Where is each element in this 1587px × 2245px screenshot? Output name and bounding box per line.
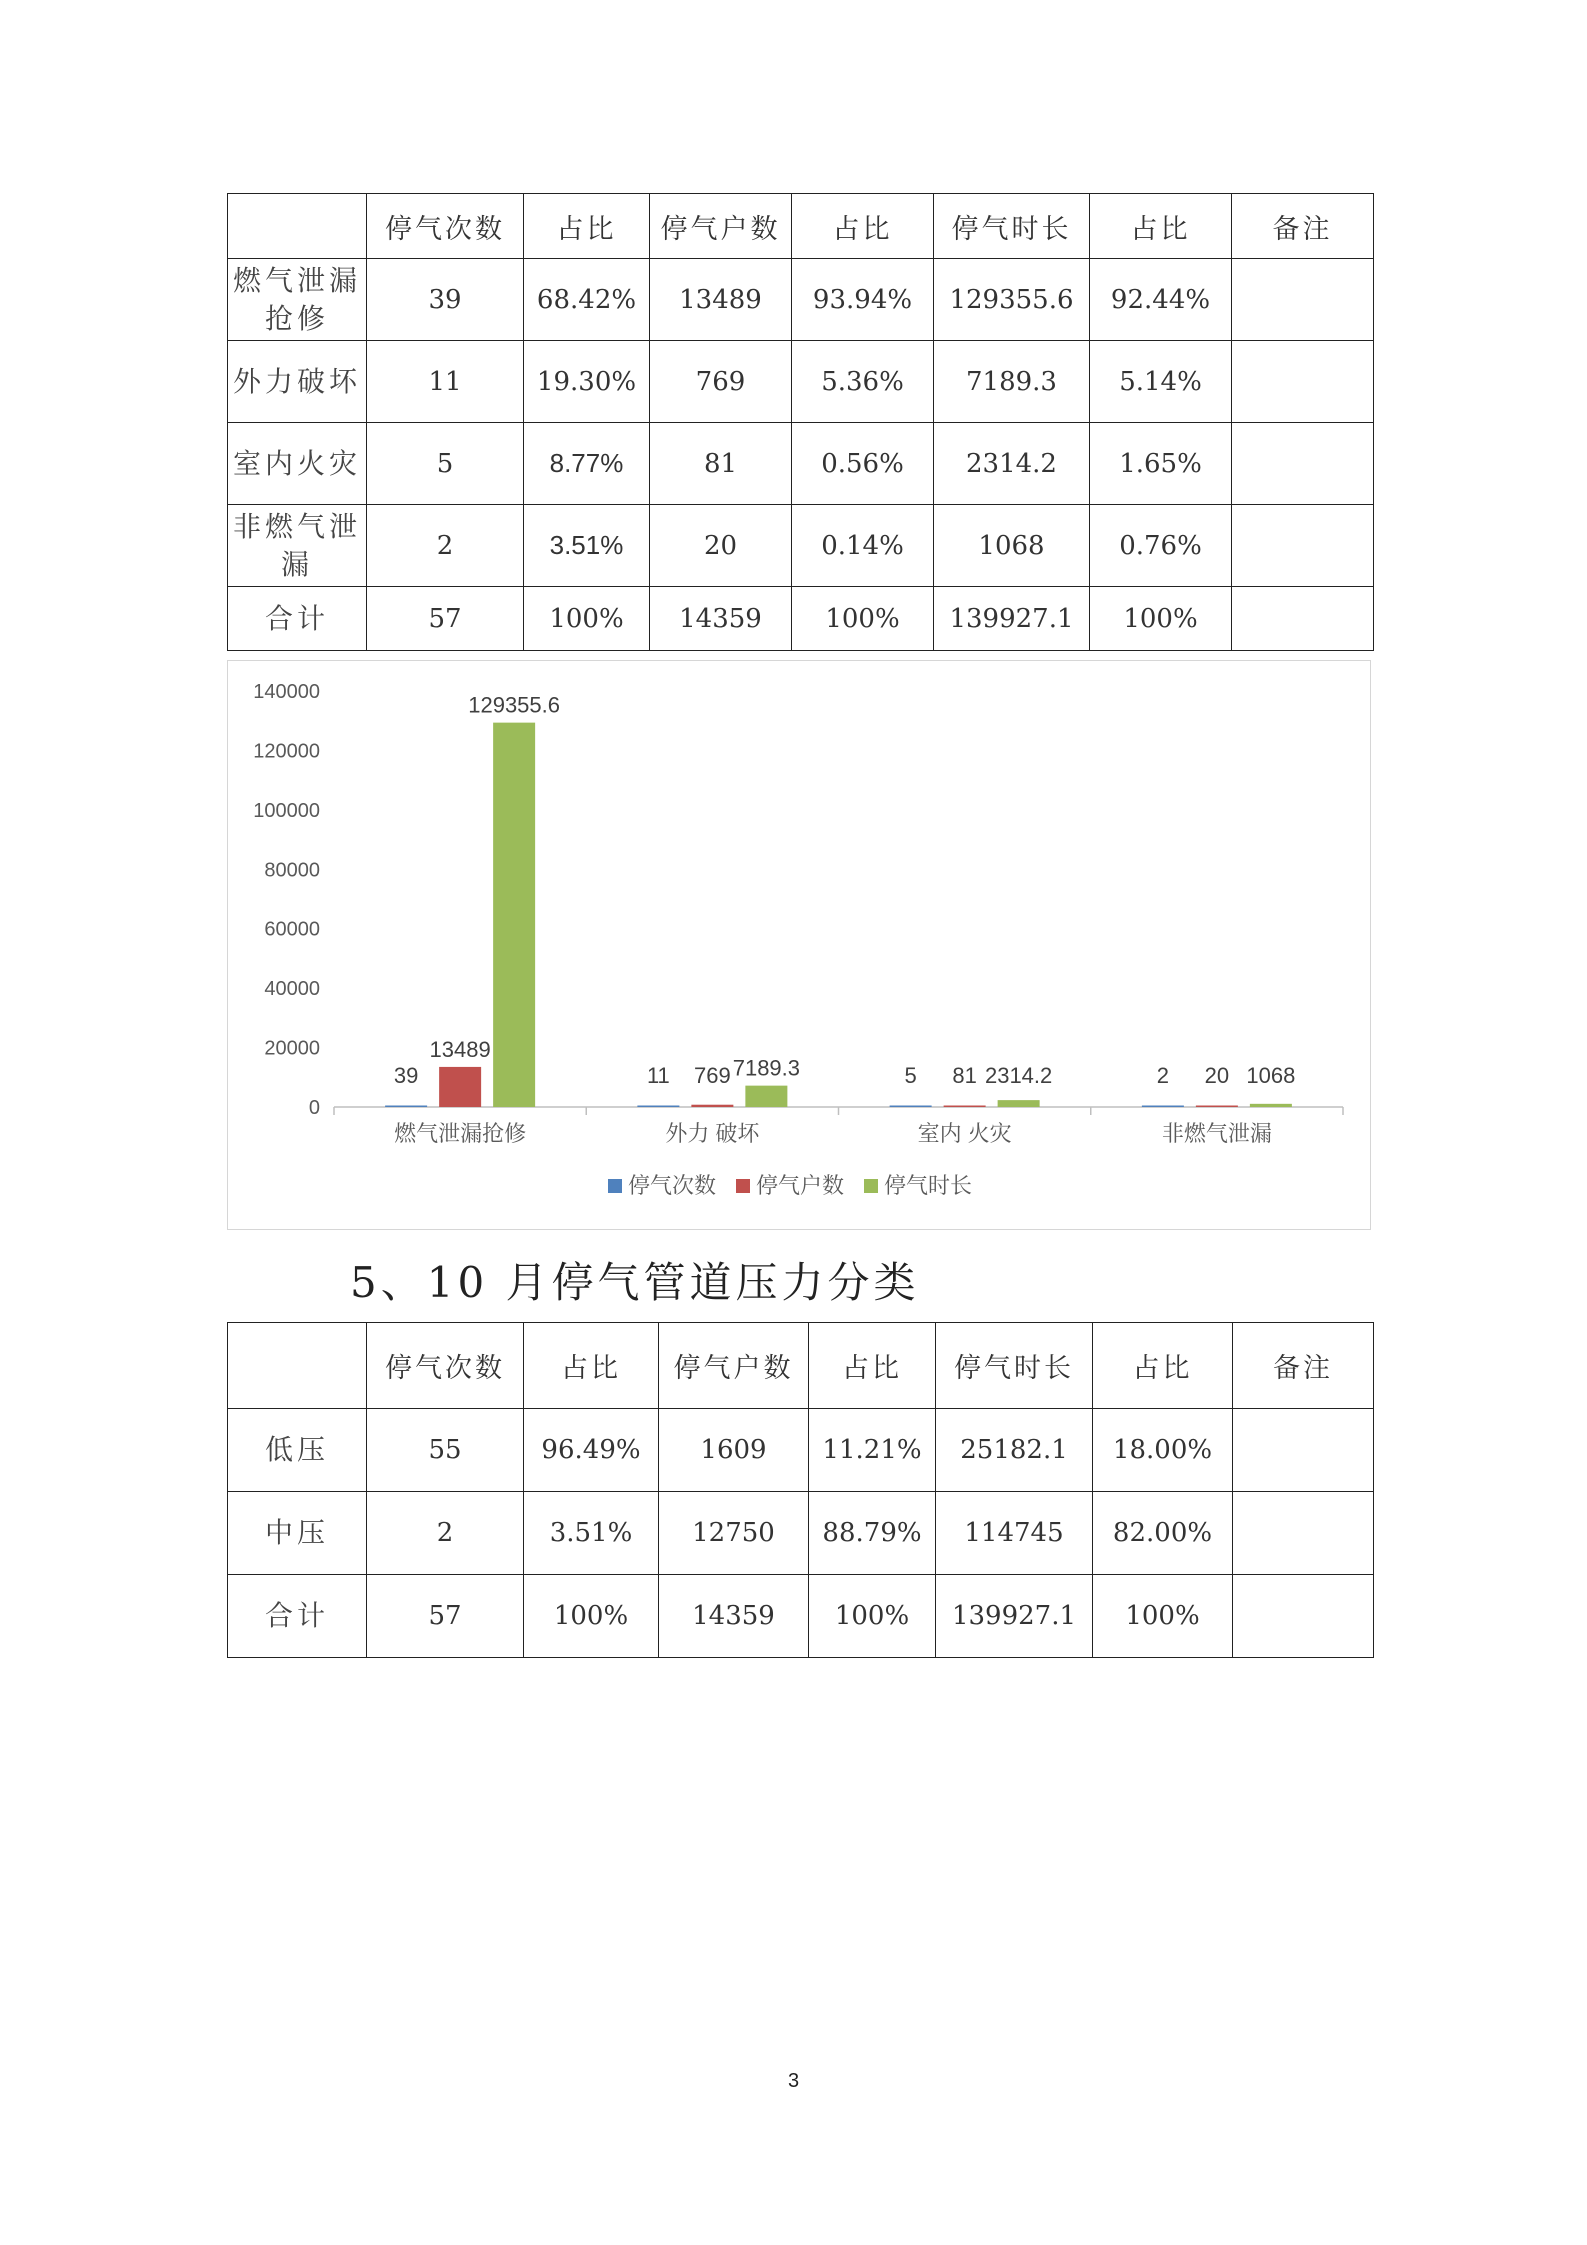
table-total-row — [228, 1575, 1374, 1658]
legend-label: 停气时长 — [884, 1173, 973, 1198]
table-row — [228, 259, 1374, 341]
count-cell: 39 — [367, 259, 524, 341]
page-number: 3 — [787, 2070, 800, 2092]
note-cell — [1232, 259, 1374, 341]
header-cell: 停气时长 — [936, 1323, 1093, 1409]
row-label: 中压 — [228, 1492, 367, 1575]
households-pct-cell: 5.36% — [792, 341, 934, 423]
duration-cell: 1068 — [934, 505, 1090, 587]
header-cell: 占比 — [792, 194, 934, 259]
data-label: 769 — [694, 1063, 731, 1088]
data-label: 7189.3 — [732, 1055, 801, 1081]
pressure-class-table — [227, 1322, 1374, 1658]
households-cell: 13489 — [650, 259, 792, 341]
x-tick-label: 室内 火灾 — [917, 1121, 1012, 1146]
y-tick-label: 140000 — [253, 681, 320, 703]
data-label: 81 — [952, 1063, 977, 1088]
households-cell: 20 — [650, 505, 792, 587]
outage-bar-chart — [227, 660, 1371, 1230]
count-cell: 11 — [367, 341, 524, 423]
households-pct-cell: 93.94% — [792, 259, 934, 341]
households-pct-cell: 0.14% — [792, 505, 934, 587]
header-cell: 停气次数 — [367, 194, 524, 259]
count-pct-cell: 3.51% — [524, 505, 650, 587]
header-cell: 停气户数 — [650, 194, 792, 259]
note-cell — [1232, 587, 1374, 651]
row-label: 合计 — [228, 587, 367, 651]
table-row — [228, 423, 1374, 505]
row-label: 外力破坏 — [228, 341, 367, 423]
row-label: 合计 — [228, 1575, 367, 1658]
note-cell — [1232, 505, 1374, 587]
data-label: 2 — [1156, 1063, 1169, 1088]
bar-1 — [890, 1106, 932, 1108]
data-label: 1068 — [1246, 1063, 1296, 1088]
bar-2 — [944, 1106, 986, 1108]
bar-3 — [493, 723, 535, 1107]
bar-3 — [1250, 1104, 1292, 1107]
y-tick-label: 40000 — [264, 978, 320, 1001]
data-label: 11 — [646, 1063, 670, 1088]
count-cell: 55 — [367, 1409, 524, 1492]
data-label: 20 — [1204, 1063, 1230, 1088]
row-label: 室内火灾 — [228, 423, 367, 505]
bar-3 — [745, 1086, 787, 1107]
table-row — [228, 505, 1374, 587]
header-cell: 停气户数 — [659, 1323, 809, 1409]
data-label: 2314.2 — [984, 1063, 1053, 1088]
y-tick-label: 120000 — [253, 740, 320, 763]
y-tick-label: 0 — [308, 1097, 320, 1119]
row-label: 燃气泄漏抢修 — [228, 259, 367, 341]
bar-2 — [1196, 1106, 1238, 1108]
header-cell: 占比 — [1090, 194, 1232, 259]
households-cell: 14359 — [650, 587, 792, 651]
households-cell: 1609 — [659, 1409, 809, 1492]
x-tick-label: 外力 破坏 — [665, 1121, 760, 1146]
table-row — [228, 1409, 1374, 1492]
duration-pct-cell: 92.44% — [1090, 259, 1232, 341]
duration-pct-cell: 5.14% — [1090, 341, 1232, 423]
note-cell — [1232, 341, 1374, 423]
count-pct-cell: 3.51% — [524, 1492, 659, 1575]
header-cell: 占比 — [524, 1323, 659, 1409]
households-pct-cell: 11.21% — [809, 1409, 936, 1492]
bar-1 — [1142, 1106, 1184, 1108]
outage-cause-table — [227, 193, 1374, 651]
duration-cell: 139927.1 — [936, 1575, 1093, 1658]
header-cell: 备注 — [1233, 1323, 1374, 1409]
duration-cell: 114745 — [936, 1492, 1093, 1575]
note-cell — [1233, 1409, 1374, 1492]
count-cell: 2 — [367, 505, 524, 587]
count-pct-cell: 8.77% — [524, 423, 650, 505]
duration-cell: 2314.2 — [934, 423, 1090, 505]
header-cell: 备注 — [1232, 194, 1374, 259]
table-header-row — [228, 194, 1374, 259]
count-pct-cell: 68.42% — [524, 259, 650, 341]
legend-swatch — [608, 1179, 622, 1193]
households-pct-cell: 100% — [792, 587, 934, 651]
count-pct-cell: 96.49% — [524, 1409, 659, 1492]
count-cell: 57 — [367, 587, 524, 651]
row-label: 低压 — [228, 1409, 367, 1492]
count-pct-cell: 19.30% — [524, 341, 650, 423]
duration-pct-cell: 0.76% — [1090, 505, 1232, 587]
header-cell: 占比 — [524, 194, 650, 259]
header-cell: 停气时长 — [934, 194, 1090, 259]
legend-label: 停气次数 — [628, 1173, 717, 1198]
duration-pct-cell: 18.00% — [1093, 1409, 1233, 1492]
count-cell: 57 — [367, 1575, 524, 1658]
data-label: 5 — [904, 1063, 917, 1088]
bar-2 — [439, 1067, 481, 1107]
households-cell: 14359 — [659, 1575, 809, 1658]
legend-swatch — [864, 1179, 878, 1193]
header-cell — [228, 194, 367, 259]
data-label: 129355.6 — [468, 692, 561, 718]
households-cell: 769 — [650, 341, 792, 423]
y-tick-label: 100000 — [253, 799, 320, 822]
chart-svg — [228, 661, 1372, 1231]
duration-pct-cell: 100% — [1090, 587, 1232, 651]
households-pct-cell: 0.56% — [792, 423, 934, 505]
duration-pct-cell: 82.00% — [1093, 1492, 1233, 1575]
table-row — [228, 1492, 1374, 1575]
header-cell — [228, 1323, 367, 1409]
data-label: 13489 — [429, 1036, 491, 1062]
section-heading: 5、10 月停气管道压力分类 — [350, 1258, 920, 1307]
data-label: 39 — [393, 1063, 419, 1088]
header-cell: 停气次数 — [367, 1323, 524, 1409]
header-cell: 占比 — [1093, 1323, 1233, 1409]
row-label: 非燃气泄漏 — [228, 505, 367, 587]
duration-cell: 25182.1 — [936, 1409, 1093, 1492]
duration-pct-cell: 1.65% — [1090, 423, 1232, 505]
y-tick-label: 60000 — [264, 918, 320, 941]
bar-2 — [691, 1105, 733, 1107]
count-cell: 5 — [367, 423, 524, 505]
header-cell: 占比 — [809, 1323, 936, 1409]
duration-pct-cell: 100% — [1093, 1575, 1233, 1658]
households-pct-cell: 100% — [809, 1575, 936, 1658]
households-pct-cell: 88.79% — [809, 1492, 936, 1575]
note-cell — [1233, 1492, 1374, 1575]
households-cell: 81 — [650, 423, 792, 505]
legend-swatch — [736, 1179, 750, 1193]
duration-cell: 7189.3 — [934, 341, 1090, 423]
table-row — [228, 341, 1374, 423]
y-tick-label: 80000 — [264, 859, 320, 882]
count-pct-cell: 100% — [524, 1575, 659, 1658]
note-cell — [1233, 1575, 1374, 1658]
bar-3 — [998, 1100, 1040, 1107]
bar-1 — [637, 1106, 679, 1108]
table-total-row — [228, 587, 1374, 651]
y-tick-label: 20000 — [264, 1037, 320, 1060]
duration-cell: 139927.1 — [934, 587, 1090, 651]
duration-cell: 129355.6 — [934, 259, 1090, 341]
legend-label: 停气户数 — [756, 1173, 845, 1198]
count-cell: 2 — [367, 1492, 524, 1575]
table-header-row — [228, 1323, 1374, 1409]
x-tick-label: 非燃气泄漏 — [1161, 1121, 1272, 1146]
households-cell: 12750 — [659, 1492, 809, 1575]
count-pct-cell: 100% — [524, 587, 650, 651]
x-tick-label: 燃气泄漏抢修 — [394, 1121, 527, 1146]
note-cell — [1232, 423, 1374, 505]
bar-1 — [385, 1106, 427, 1108]
